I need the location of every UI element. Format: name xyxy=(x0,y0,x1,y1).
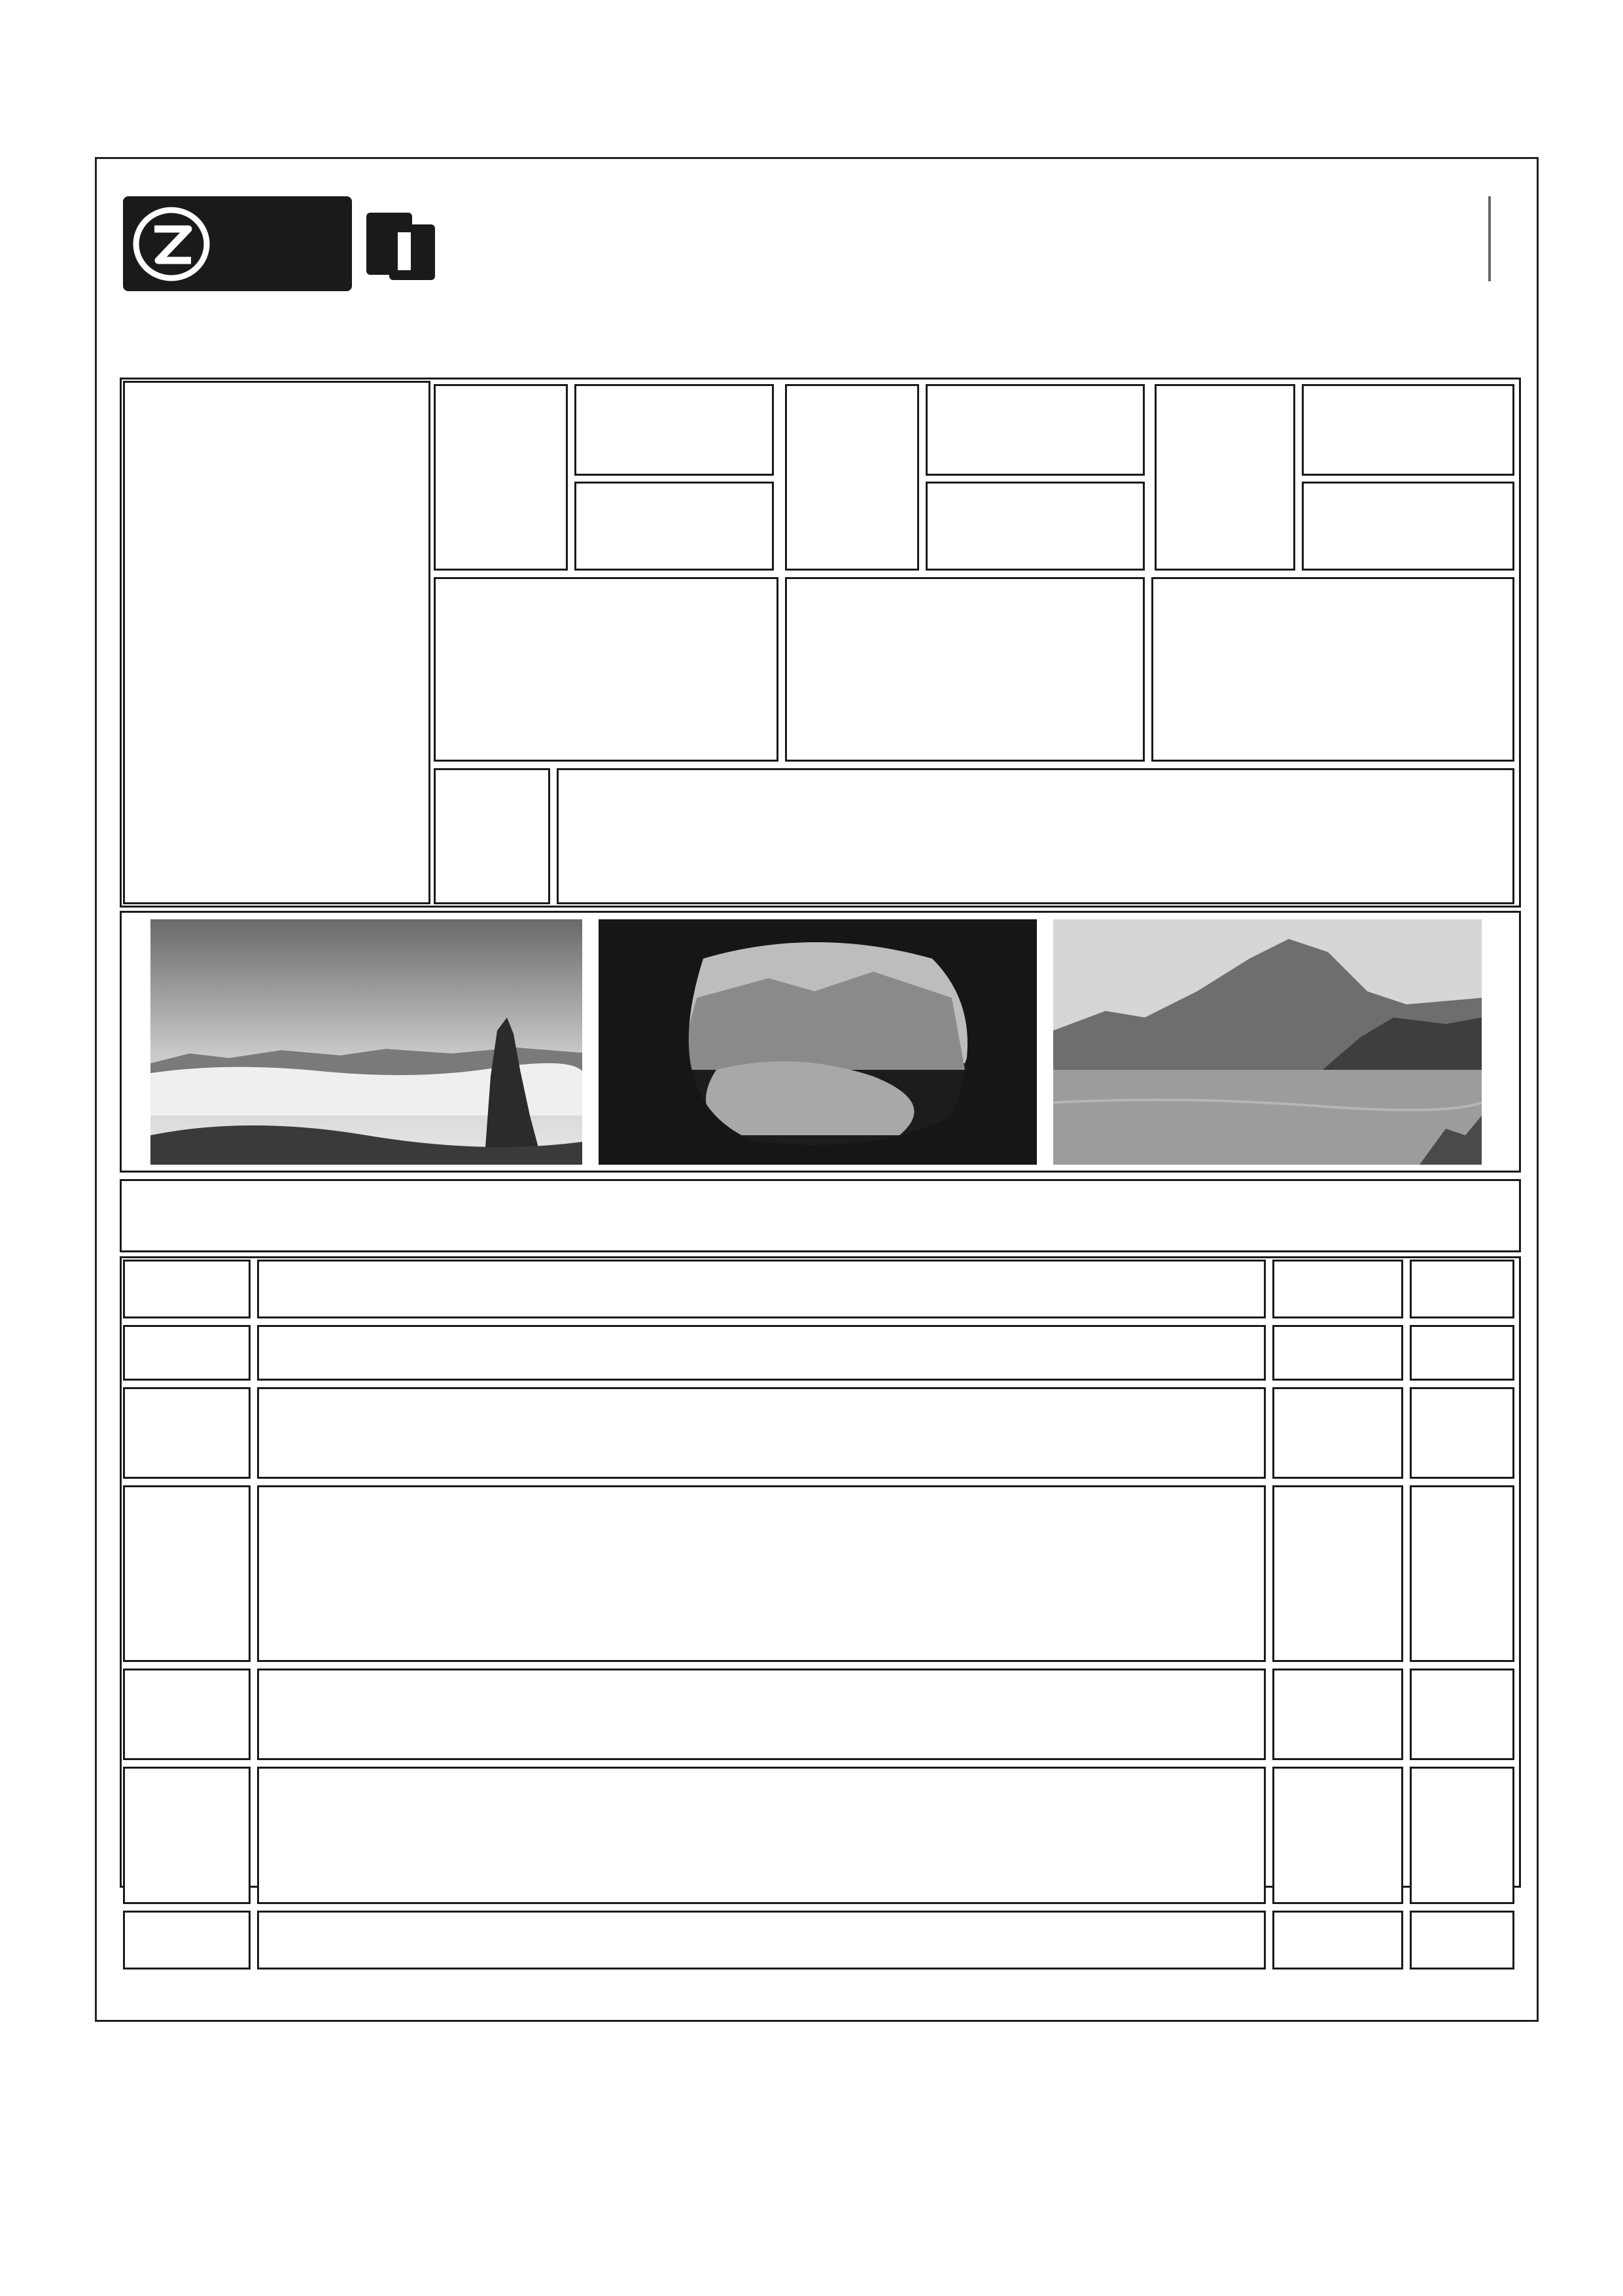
day-5-meals xyxy=(1272,1767,1403,1904)
day-1-itinerary xyxy=(257,1325,1266,1381)
tour-title-wrap xyxy=(122,1181,1519,1250)
page-title xyxy=(0,304,1623,363)
day-3-stay xyxy=(1410,1485,1514,1662)
package-b-double-price xyxy=(926,482,1145,571)
day-4-itinerary xyxy=(257,1669,1266,1760)
photo-cave-view xyxy=(599,919,1037,1165)
package-c-double-price xyxy=(1302,482,1514,571)
header-meals xyxy=(1272,1260,1403,1318)
day-3-itinerary xyxy=(257,1485,1266,1662)
header-divider xyxy=(1488,196,1491,281)
package-b-single-price xyxy=(926,384,1145,476)
kndn-logo xyxy=(366,206,576,285)
ztour-z-icon xyxy=(132,205,211,283)
package-a-header xyxy=(434,384,568,571)
package-c-single-price xyxy=(1302,384,1514,476)
package-a-double-price xyxy=(574,482,774,571)
day-1-meals xyxy=(1272,1325,1403,1381)
package-a-tickets xyxy=(434,577,778,762)
day-2-label xyxy=(123,1387,251,1479)
price-row xyxy=(120,1976,1521,1996)
day-2-meals xyxy=(1272,1387,1403,1479)
promo-slogan-cell xyxy=(123,381,430,904)
promo-slogan-line1 xyxy=(126,486,439,619)
header-day xyxy=(123,1260,251,1318)
day-4-label xyxy=(123,1669,251,1760)
day-5-stay xyxy=(1410,1767,1514,1904)
day-6-stay xyxy=(1410,1911,1514,1969)
day-2-stay xyxy=(1410,1387,1514,1479)
photo-sea-of-clouds xyxy=(150,919,582,1165)
day-4-meals xyxy=(1272,1669,1403,1760)
day-3-meals xyxy=(1272,1485,1403,1662)
package-a-single-price xyxy=(574,384,774,476)
package-b-header xyxy=(785,384,919,571)
kndn-mark-icon xyxy=(366,206,438,281)
promo-slogan-line2 xyxy=(126,486,439,619)
package-c-tickets xyxy=(1151,577,1514,762)
promo-slogan xyxy=(126,486,439,619)
package-c-header xyxy=(1155,384,1295,571)
tips-content xyxy=(557,768,1514,904)
package-b-tickets xyxy=(785,577,1145,762)
day-3-label xyxy=(123,1485,251,1662)
header-stay xyxy=(1410,1260,1514,1318)
day-6-meals xyxy=(1272,1911,1403,1969)
day-6-label xyxy=(123,1911,251,1969)
day-5-label xyxy=(123,1767,251,1904)
day-6-itinerary xyxy=(257,1911,1266,1969)
day-4-stay xyxy=(1410,1669,1514,1760)
day-2-itinerary xyxy=(257,1387,1266,1479)
tips-label-cell xyxy=(434,768,550,904)
ztour-logo xyxy=(123,196,352,291)
header-itinerary xyxy=(257,1260,1266,1318)
day-1-stay xyxy=(1410,1325,1514,1381)
day-5-itinerary xyxy=(257,1767,1266,1904)
tour-title-cell xyxy=(120,1179,1521,1252)
day-1-label xyxy=(123,1325,251,1381)
photo-river-mountains xyxy=(1053,919,1482,1165)
